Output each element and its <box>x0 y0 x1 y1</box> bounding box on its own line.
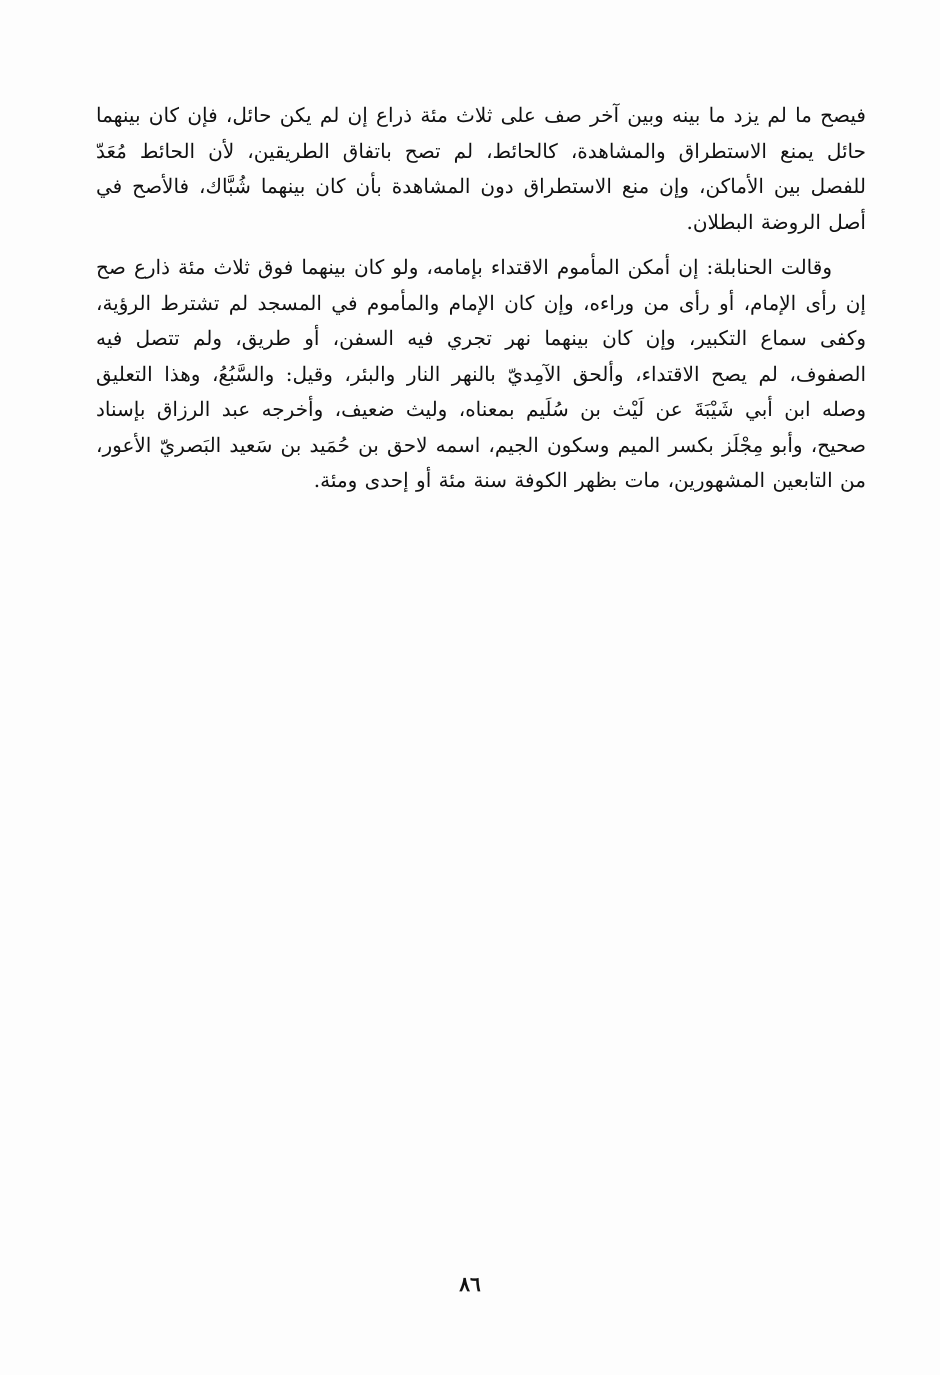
body-text <box>96 98 866 499</box>
paragraph-shafii-ruling: فيصح ما لم يزد ما بينه وبين آخر صف على ثلاث مئة ذراع إن لم يكن حائل، فإن كان بينهما حائل يمنع الاستطراق والمشاهدة، كالحائط، لم تصح باتفاق الطريقين، لأن الحائط مُعَدّ للفصل بين الأماكن، وإن منع الاستطراق دون المشاهدة بأن كان بينهما شُبَّاك، فالأصح في أصل الروضة البطلان. <box>96 103 866 234</box>
page-number: ٨٦ <box>459 1272 481 1296</box>
paragraph-hanbali-ruling: وقالت الحنابلة: إن أمكن المأموم الاقتداء بإمامه، ولو كان بينهما فوق ثلاث مئة ذارع صح إن رأى الإمام، أو رأى من وراءه، وإن كان الإمام والمأموم في المسجد لم تشترط الرؤية، وكفى سماع التكبير، وإن كان بينهما نهر تجري فيه السفن، أو طريق، ولم تتصل فيه الصفوف، لم يصح الاقتداء، وألحق الآمِديّ بالنهر النار والبئر، وقيل: والسَّبُعُ، وهذا التعليق وصله ابن أبي شَيْبَةَ عن لَيْث بن سُلَيم بمعناه، وليث ضعيف، وأخرجه عبد الرزاق بإسناد صحيح، وأبو مِجْلَز بكسر الميم وسكون الجيم، اسمه لاحق بن حُمَيد بن سَعيد البَصريّ الأعور، من التابعين المشهورين، مات بظهر الكوفة سنة مئة أو إحدى ومئة. <box>96 255 866 492</box>
